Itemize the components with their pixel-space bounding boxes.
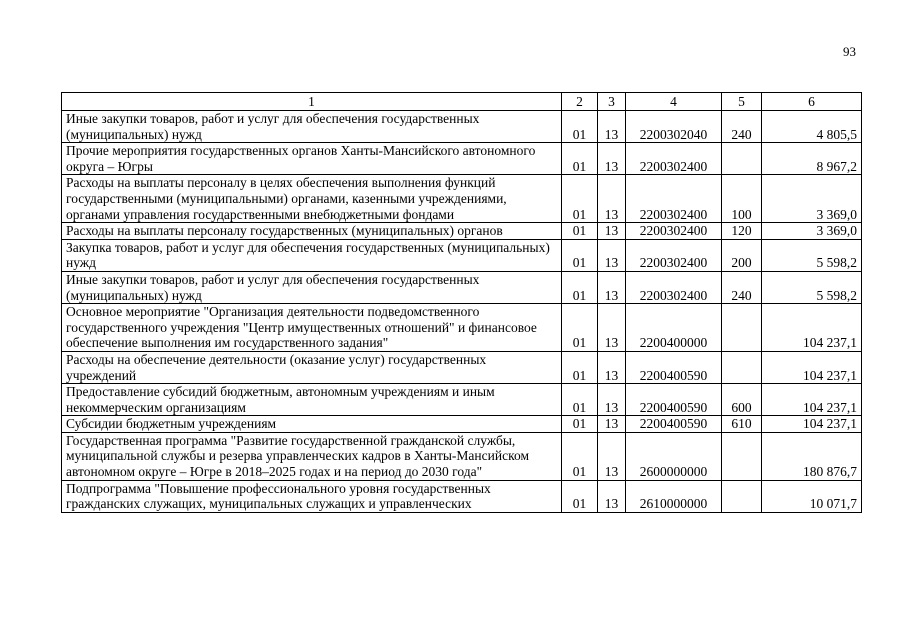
row-name-cell: Иные закупки товаров, работ и услуг для обеспечения государственных (муниципальных) нужд	[62, 111, 562, 143]
row-expense-type-cell	[722, 304, 762, 352]
header-cell-4: 4	[626, 93, 722, 111]
header-cell-3: 3	[598, 93, 626, 111]
row-subsection-cell: 13	[598, 416, 626, 433]
row-section-cell: 01	[562, 223, 598, 240]
row-amount-cell: 3 369,0	[762, 175, 862, 223]
table-header-row	[62, 93, 862, 111]
table-row	[62, 143, 862, 175]
header-cell-5: 5	[722, 93, 762, 111]
table-row	[62, 223, 862, 240]
row-target-article-cell: 2200400590	[626, 416, 722, 433]
row-amount-cell: 104 237,1	[762, 416, 862, 433]
row-subsection-cell: 13	[598, 271, 626, 303]
row-name-cell: Прочие мероприятия государственных органов Ханты-Мансийского автономного округа – Югры	[62, 143, 562, 175]
row-subsection-cell: 13	[598, 175, 626, 223]
table-row	[62, 271, 862, 303]
row-target-article-cell: 2200400590	[626, 351, 722, 383]
row-subsection-cell: 13	[598, 480, 626, 512]
row-amount-cell: 10 071,7	[762, 480, 862, 512]
row-expense-type-cell: 610	[722, 416, 762, 433]
row-name-cell: Основное мероприятие "Организация деятельности подведомственного государственного учреждения "Центр имущественных отношений" и финансовое обеспечение выполнения им государственного задания"	[62, 304, 562, 352]
row-subsection-cell: 13	[598, 351, 626, 383]
row-section-cell: 01	[562, 239, 598, 271]
row-section-cell: 01	[562, 271, 598, 303]
row-target-article-cell: 2200302400	[626, 223, 722, 240]
header-cell-2: 2	[562, 93, 598, 111]
row-expense-type-cell: 120	[722, 223, 762, 240]
page-number: 93	[843, 44, 856, 59]
row-expense-type-cell: 240	[722, 111, 762, 143]
row-section-cell: 01	[562, 175, 598, 223]
row-name-cell: Расходы на выплаты персоналу в целях обеспечения выполнения функций государственными (муниципальными) органами, казенными учреждениями, органами управления государственными внебюджетными фондами	[62, 175, 562, 223]
row-amount-cell: 5 598,2	[762, 271, 862, 303]
row-name-cell: Государственная программа "Развитие государственной гражданской службы, муниципальной службы и резерва управленческих кадров в Ханты-Мансийском автономном округе – Югре в 2018–2025 годах и на период до 2030 года"	[62, 432, 562, 480]
row-name-cell: Подпрограмма "Повышение профессионального уровня государственных гражданских служащих, муниципальных служащих и управленческих	[62, 480, 562, 512]
row-target-article-cell: 2600000000	[626, 432, 722, 480]
table-row	[62, 175, 862, 223]
row-target-article-cell: 2200302400	[626, 271, 722, 303]
row-amount-cell: 5 598,2	[762, 239, 862, 271]
row-target-article-cell: 2200302400	[626, 143, 722, 175]
table-row	[62, 384, 862, 416]
row-target-article-cell: 2200302400	[626, 175, 722, 223]
row-subsection-cell: 13	[598, 223, 626, 240]
row-expense-type-cell: 240	[722, 271, 762, 303]
table-row	[62, 480, 862, 512]
row-expense-type-cell: 600	[722, 384, 762, 416]
row-subsection-cell: 13	[598, 304, 626, 352]
row-section-cell: 01	[562, 111, 598, 143]
row-amount-cell: 180 876,7	[762, 432, 862, 480]
header-cell-1: 1	[62, 93, 562, 111]
row-section-cell: 01	[562, 143, 598, 175]
row-expense-type-cell: 100	[722, 175, 762, 223]
row-amount-cell: 4 805,5	[762, 111, 862, 143]
table-row	[62, 111, 862, 143]
row-name-cell: Закупка товаров, работ и услуг для обеспечения государственных (муниципальных) нужд	[62, 239, 562, 271]
budget-table-body	[62, 93, 862, 513]
row-target-article-cell: 2200302400	[626, 239, 722, 271]
row-name-cell: Расходы на обеспечение деятельности (оказание услуг) государственных учреждений	[62, 351, 562, 383]
row-target-article-cell: 2200400590	[626, 384, 722, 416]
row-section-cell: 01	[562, 351, 598, 383]
row-name-cell: Иные закупки товаров, работ и услуг для обеспечения государственных (муниципальных) нужд	[62, 271, 562, 303]
row-subsection-cell: 13	[598, 239, 626, 271]
row-expense-type-cell	[722, 480, 762, 512]
row-amount-cell: 3 369,0	[762, 223, 862, 240]
row-amount-cell: 104 237,1	[762, 384, 862, 416]
row-expense-type-cell	[722, 351, 762, 383]
row-target-article-cell: 2200400000	[626, 304, 722, 352]
row-target-article-cell: 2200302040	[626, 111, 722, 143]
table-row	[62, 351, 862, 383]
table-row	[62, 304, 862, 352]
row-expense-type-cell	[722, 143, 762, 175]
row-amount-cell: 104 237,1	[762, 351, 862, 383]
row-name-cell: Предоставление субсидий бюджетным, автономным учреждениям и иным некоммерческим организациям	[62, 384, 562, 416]
row-expense-type-cell	[722, 432, 762, 480]
row-name-cell: Субсидии бюджетным учреждениям	[62, 416, 562, 433]
row-target-article-cell: 2610000000	[626, 480, 722, 512]
row-subsection-cell: 13	[598, 143, 626, 175]
row-amount-cell: 8 967,2	[762, 143, 862, 175]
row-subsection-cell: 13	[598, 432, 626, 480]
row-section-cell: 01	[562, 432, 598, 480]
row-subsection-cell: 13	[598, 384, 626, 416]
table-row	[62, 239, 862, 271]
row-section-cell: 01	[562, 384, 598, 416]
row-expense-type-cell: 200	[722, 239, 762, 271]
row-amount-cell: 104 237,1	[762, 304, 862, 352]
row-section-cell: 01	[562, 416, 598, 433]
table-row	[62, 416, 862, 433]
row-name-cell: Расходы на выплаты персоналу государственных (муниципальных) органов	[62, 223, 562, 240]
header-cell-6: 6	[762, 93, 862, 111]
row-section-cell: 01	[562, 304, 598, 352]
row-section-cell: 01	[562, 480, 598, 512]
table-row	[62, 432, 862, 480]
budget-table	[61, 92, 862, 513]
row-subsection-cell: 13	[598, 111, 626, 143]
